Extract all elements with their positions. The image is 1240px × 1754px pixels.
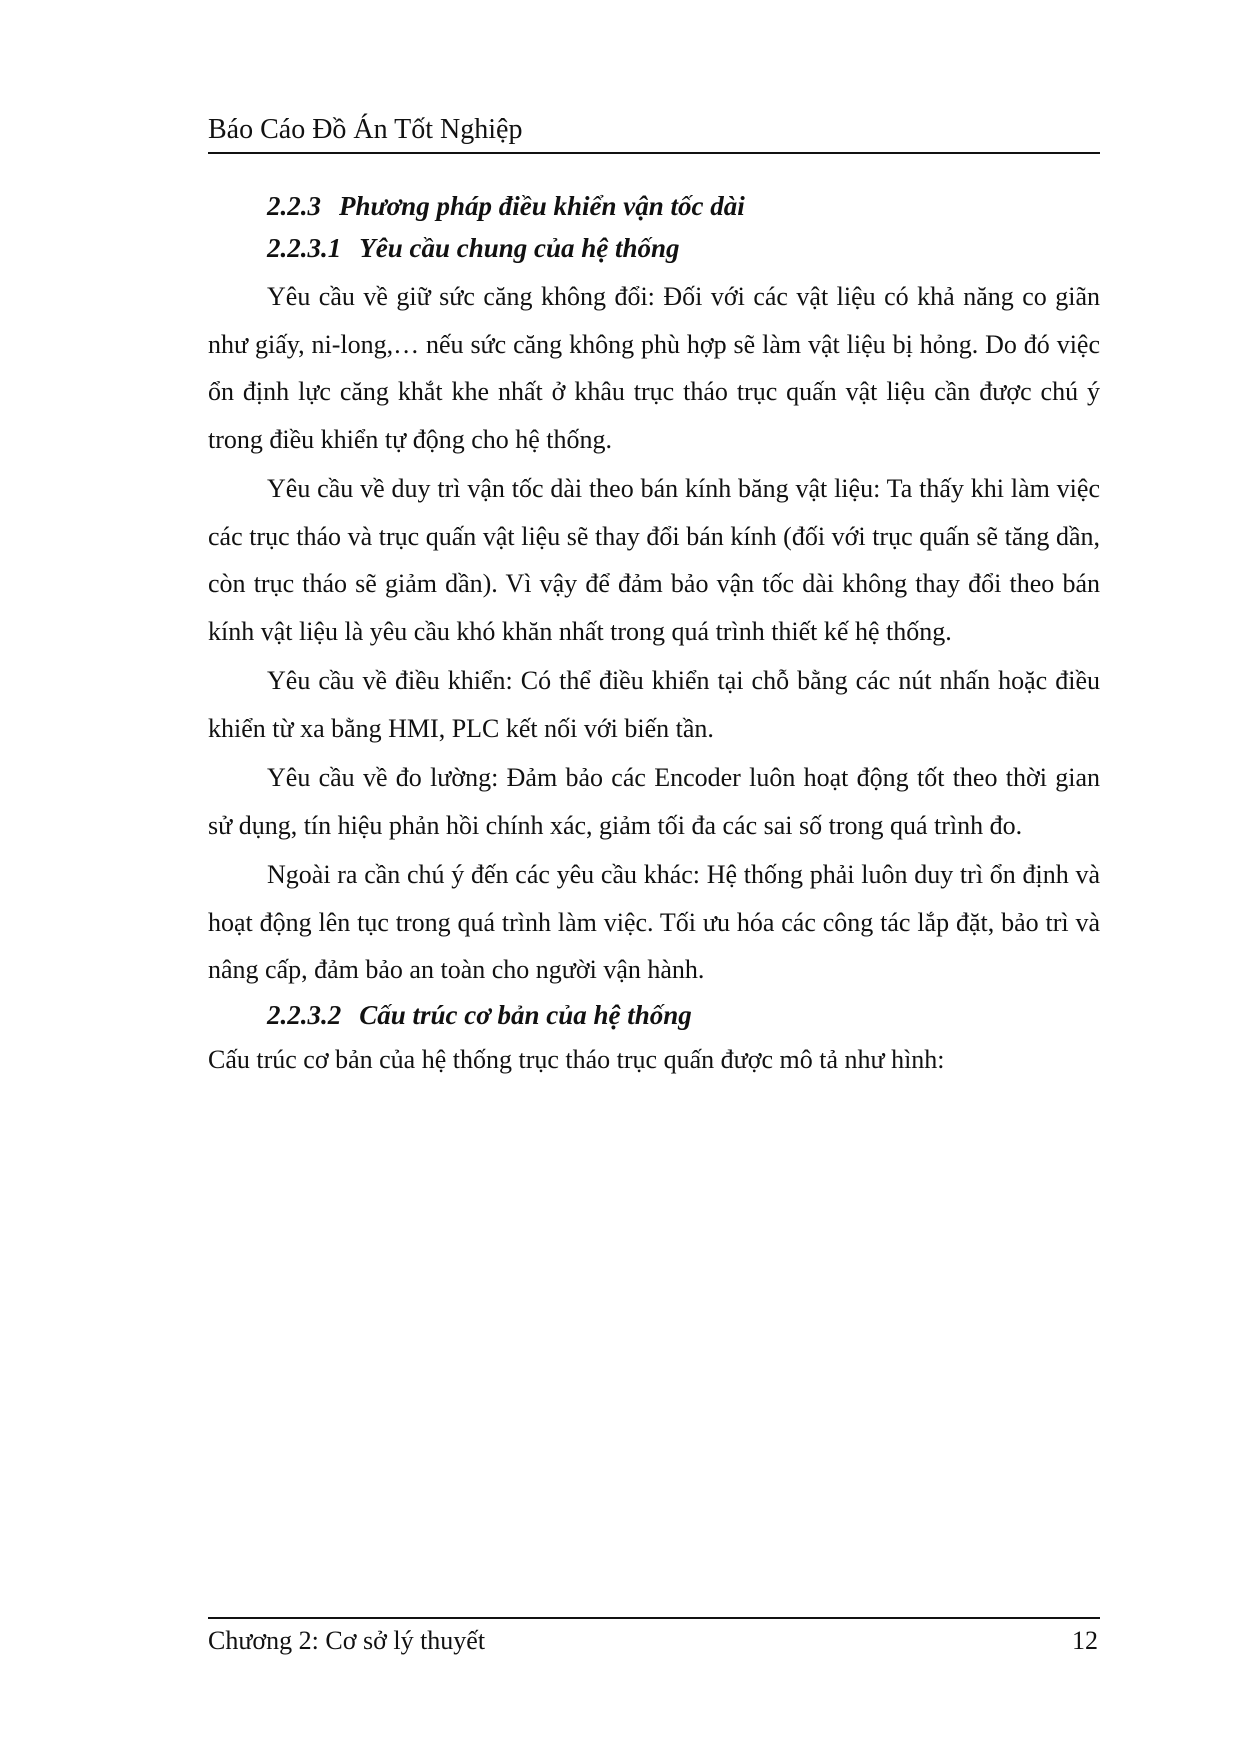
page-number: 12 — [1072, 1626, 1098, 1655]
section-title: Phương pháp điều khiển vận tốc dài — [339, 191, 745, 221]
section-title: Cấu trúc cơ bản của hệ thống — [359, 999, 692, 1030]
paragraph-speed-requirement: Yêu cầu về duy trì vận tốc dài theo bán kính băng vật liệu: Ta thấy khi làm việc các trục tháo và trục quấn vật liệu sẽ thay đổi bán kính (đối với trục quấn sẽ tăng dần, còn trục tháo sẽ giảm dần). Vì vậy để đảm bảo vận tốc dài không thay đổi theo bán kính vật liệu là yêu cầu khó khăn nhất trong quá trình thiết kế hệ thống. — [208, 474, 1100, 646]
page-footer — [208, 1617, 1100, 1665]
header-title: Báo Cáo Đồ Án Tốt Nghiệp — [208, 114, 523, 145]
footer-chapter: Chương 2: Cơ sở lý thuyết — [208, 1626, 486, 1655]
paragraph-measurement-requirement: Yêu cầu về đo lường: Đảm bảo các Encoder luôn hoạt động tốt theo thời gian sử dụng, tín hiệu phản hồi chính xác, giảm tối đa các sai số trong quá trình đo. — [208, 763, 1100, 840]
section-title: Yêu cầu chung của hệ thống — [359, 233, 680, 263]
section-number: 2.2.3.2 — [267, 999, 342, 1030]
section-heading-2-2-3 — [208, 185, 1100, 227]
paragraph-structure-intro: Cấu trúc cơ bản của hệ thống trục tháo trục quấn được mô tả như hình: — [208, 1044, 945, 1074]
page-header — [208, 114, 1100, 154]
section-number: 2.2.3 — [267, 191, 321, 221]
paragraph-tension-requirement: Yêu cầu về giữ sức căng không đổi: Đối với các vật liệu có khả năng co giãn như giấy, ni-long,… nếu sức căng không phù hợp sẽ làm vật liệu bị hỏng. Do đó việc ổn định lực căng khắt khe nhất ở khâu trục tháo trục quấn vật liệu cần được chú ý trong điều khiển tự động cho hệ thống. — [208, 282, 1100, 454]
section-heading-2-2-3-1 — [208, 227, 1100, 269]
paragraph-other-requirements: Ngoài ra cần chú ý đến các yêu cầu khác: Hệ thống phải luôn duy trì ổn định và hoạt động lên tục trong quá trình làm việc. Tối ưu hóa các công tác lắp đặt, bảo trì và nâng cấp, đảm bảo an toàn cho người vận hành. — [208, 860, 1100, 984]
page-content — [208, 185, 1100, 1083]
section-heading-2-2-3-2 — [208, 994, 1100, 1036]
paragraph-control-requirement: Yêu cầu về điều khiển: Có thể điều khiển tại chỗ bằng các nút nhấn hoặc điều khiển từ xa bằng HMI, PLC kết nối với biến tần. — [208, 666, 1100, 743]
section-number: 2.2.3.1 — [267, 233, 342, 263]
